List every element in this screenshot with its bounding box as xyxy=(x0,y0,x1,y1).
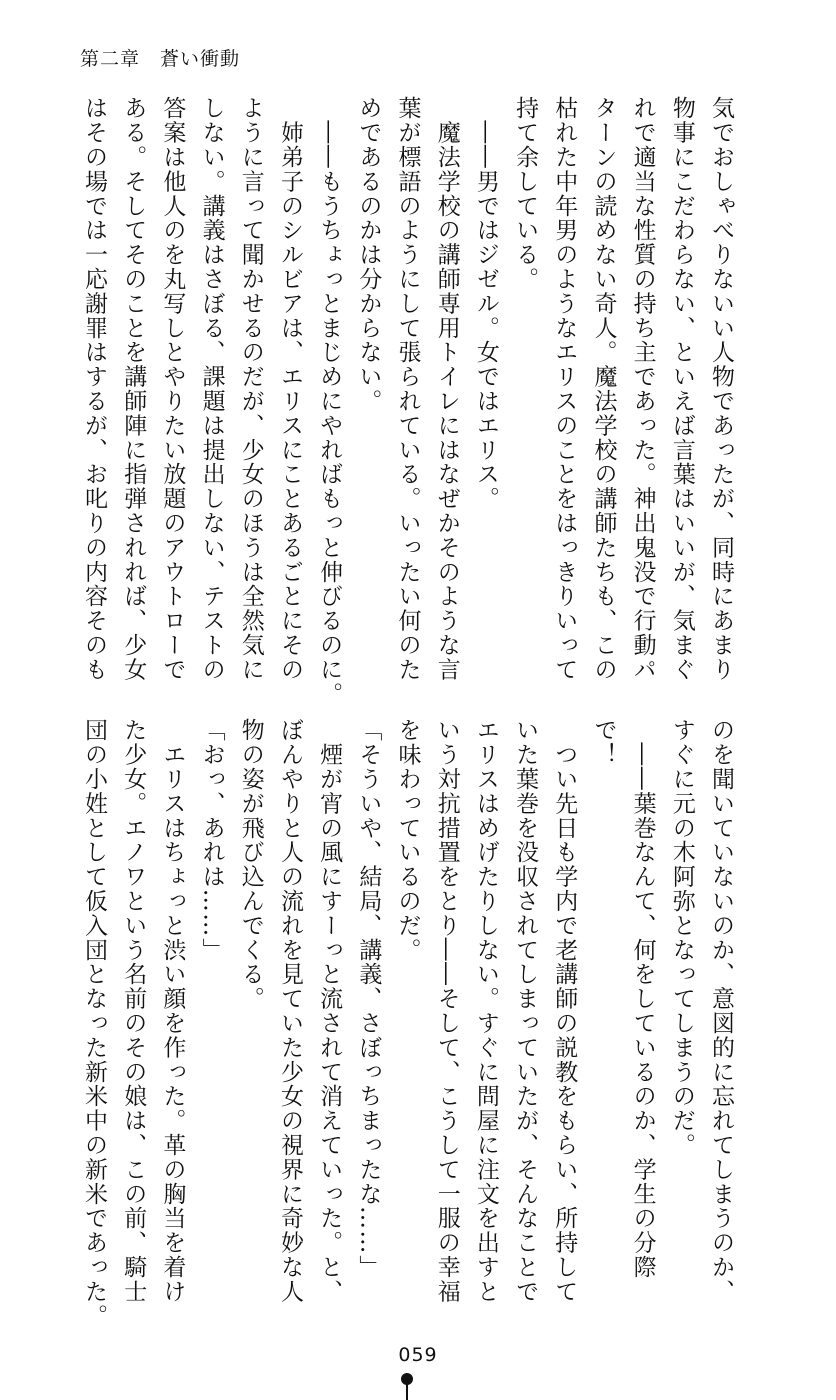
text-line: はその場では一応謝罪はするが、お叱りの内容そのも xyxy=(81,96,107,682)
text-line: 物の姿が飛び込んでくる。 xyxy=(237,718,264,1011)
text-line: ように言って聞かせるのだが、少女のほうは全然気に xyxy=(237,96,264,682)
text-line: 持て余している。 xyxy=(512,96,539,292)
text-line: ぼんやりと人の流れを見ていた少女の視界に奇妙な人 xyxy=(276,718,303,1304)
text-line: れで適当な性質の持ち主であった。神出鬼没で行動パ xyxy=(629,96,656,682)
text-line: 物事にこだわらない、といえば言葉はいいが、気まぐ xyxy=(668,96,695,682)
text-line: 魔法学校の講師専用トイレにはなぜかそのような言 xyxy=(433,96,460,682)
text-line: た少女。エノワという名前のその娘は、この前、騎士 xyxy=(120,718,147,1304)
text-line: いう対抗措置をとり――そして、こうして一服の幸福 xyxy=(433,718,460,1304)
text-line: 「そういや、結局、講義、さぼっちまったな……」 xyxy=(355,718,382,1280)
text-line: いた葉巻を没収されてしまっていたが、そんなことで xyxy=(512,718,539,1304)
text-line: を味わっているのだ。 xyxy=(394,718,421,962)
text-block-lower xyxy=(70,718,740,1330)
text-line: 姉弟子のシルビアは、エリスにことあるごとにその xyxy=(276,96,303,682)
text-line: 煙が宵の風にすーっと流されて消えていった。と、 xyxy=(316,718,343,1304)
text-line: すぐに元の木阿弥となってしまうのだ。 xyxy=(668,718,695,1158)
text-line: 答案は他人のを丸写しとやりたい放題のアウトローで xyxy=(159,96,186,682)
text-line: つい先日も学内で老講師の説教をもらい、所持して xyxy=(551,718,578,1304)
text-line: ――葉巻なんて、何をしているのか、学生の分際 xyxy=(629,718,656,1280)
text-line: ある。そしてそのことを講師陣に指弾されれば、少女 xyxy=(120,96,147,682)
text-line: ターンの読めない奇人。魔法学校の講師たちも、この xyxy=(590,96,617,682)
text-block-upper xyxy=(70,96,740,708)
text-line: で！ xyxy=(590,718,617,767)
text-line: 「おっ、あれは……」 xyxy=(198,718,225,962)
text-line: 葉が標語のようにして張られている。いったい何のた xyxy=(394,96,421,682)
text-line: 枯れた中年男のようなエリスのことをはっきりいって xyxy=(551,96,578,682)
text-line: 団の小姓として仮入団となった新米中の新米であった。 xyxy=(81,718,107,1328)
text-line: ――もうちょっとまじめにやればもっと伸びるのに。 xyxy=(316,96,343,706)
page-marker-icon xyxy=(401,1373,413,1385)
text-line: ――男ではジゼル。女ではエリス。 xyxy=(472,96,499,511)
text-line: エリスはめげたりしない。すぐに問屋に注文を出すと xyxy=(472,718,499,1304)
text-line: 気でおしゃべりないい人物であったが、同時にあまり xyxy=(708,96,734,682)
chapter-header: 第二章 蒼い衝動 xyxy=(80,48,241,70)
text-line: エリスはちょっと渋い顔を作った。革の胸当を着け xyxy=(159,718,186,1304)
page-number: 059 xyxy=(398,1344,438,1366)
text-line: のを聞いていないのか、意図的に忘れてしまうのか、 xyxy=(708,718,734,1304)
text-line: しない。講義はさぼる、課題は提出しない、テストの xyxy=(198,96,225,682)
text-line: めであるのかは分からない。 xyxy=(355,96,382,414)
